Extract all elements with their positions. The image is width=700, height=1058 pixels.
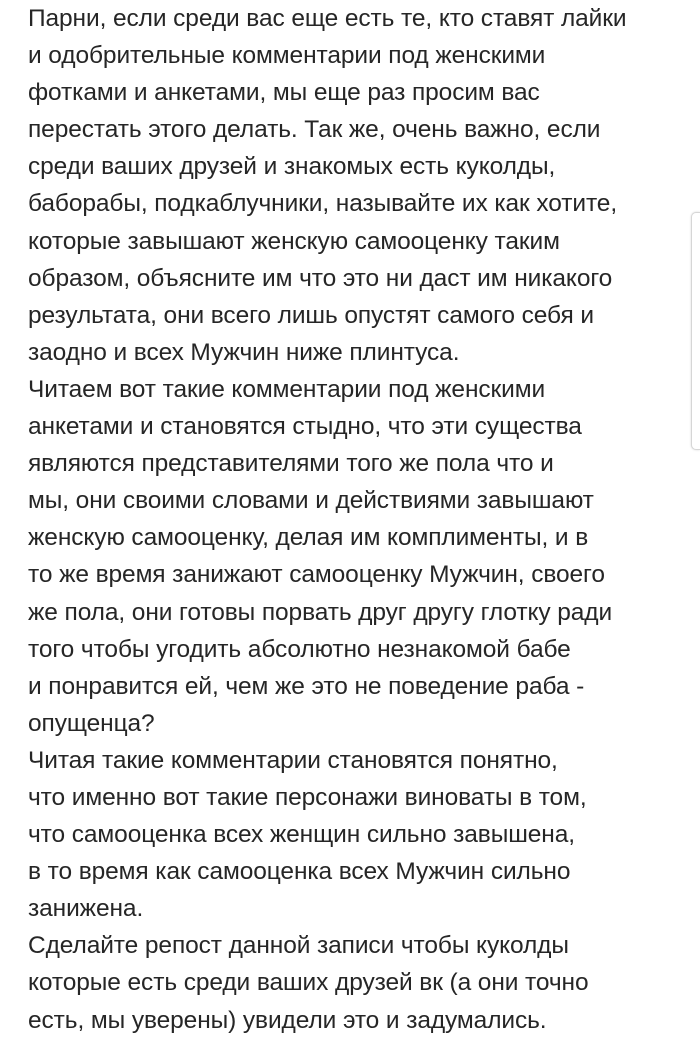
text-line: то же время занижают самооценку Мужчин, своего	[28, 561, 605, 589]
text-line: фотками и анкетами, мы еще раз просим вас	[28, 79, 540, 107]
paragraph-1	[28, 0, 688, 371]
text-line: заодно и всех Мужчин ниже плинтуса.	[28, 338, 460, 366]
text-line: Читаем вот такие комментарии под женскими	[28, 375, 546, 403]
text-line: образом, объясните им что это ни даст им никакого	[28, 264, 613, 292]
post-text	[28, 0, 688, 1039]
text-line: же пола, они готовы порвать друг другу глотку ради	[28, 598, 613, 626]
text-line: Сделайте репост данной записи чтобы куколды	[28, 932, 569, 960]
text-line: Читая такие комментарии становятся понятно,	[28, 746, 558, 774]
text-line: перестать этого делать. Так же, очень важно, если	[28, 116, 601, 144]
text-line: того чтобы угодить абсолютно незнакомой бабе	[28, 635, 571, 663]
text-line: опущенца?	[28, 709, 155, 737]
text-line: которые завышают женскую самооценку таким	[28, 227, 560, 255]
text-line: среди ваших друзей и знакомых есть куколды,	[28, 153, 556, 181]
paragraph-2	[28, 371, 688, 742]
text-line: в то время как самооценка всех Мужчин сильно	[28, 858, 571, 886]
text-line: и понравится ей, чем же это не поведение раба -	[28, 672, 585, 700]
text-line: что самооценка всех женщин сильно завышена,	[28, 821, 575, 849]
text-line: женскую самооценку, делая им комплименты, и в	[28, 524, 589, 552]
scrollbar-thumb[interactable]	[691, 212, 700, 450]
text-line: есть, мы уверены) увидели это и задумались.	[28, 1006, 547, 1034]
text-line: занижена.	[28, 895, 144, 923]
text-line: Парни, если среди вас еще есть те, кто ставят лайки	[28, 5, 627, 32]
paragraph-3	[28, 742, 688, 927]
text-line: которые есть среди ваших друзей вк (а они точно	[28, 969, 589, 997]
text-line: анкетами и становятся стыдно, что эти существа	[28, 413, 582, 441]
text-line: баборабы, подкаблучники, называйте их как хотите,	[28, 190, 618, 218]
text-line: являются представителями того же пола что и	[28, 450, 554, 478]
text-line: и одобрительные комментарии под женскими	[28, 42, 546, 70]
text-line: что именно вот такие персонажи виноваты в том,	[28, 783, 587, 811]
text-line: мы, они своими словами и действиями завышают	[28, 487, 594, 515]
text-line: результата, они всего лишь опустят самого себя и	[28, 301, 594, 329]
paragraph-4	[28, 927, 688, 1038]
